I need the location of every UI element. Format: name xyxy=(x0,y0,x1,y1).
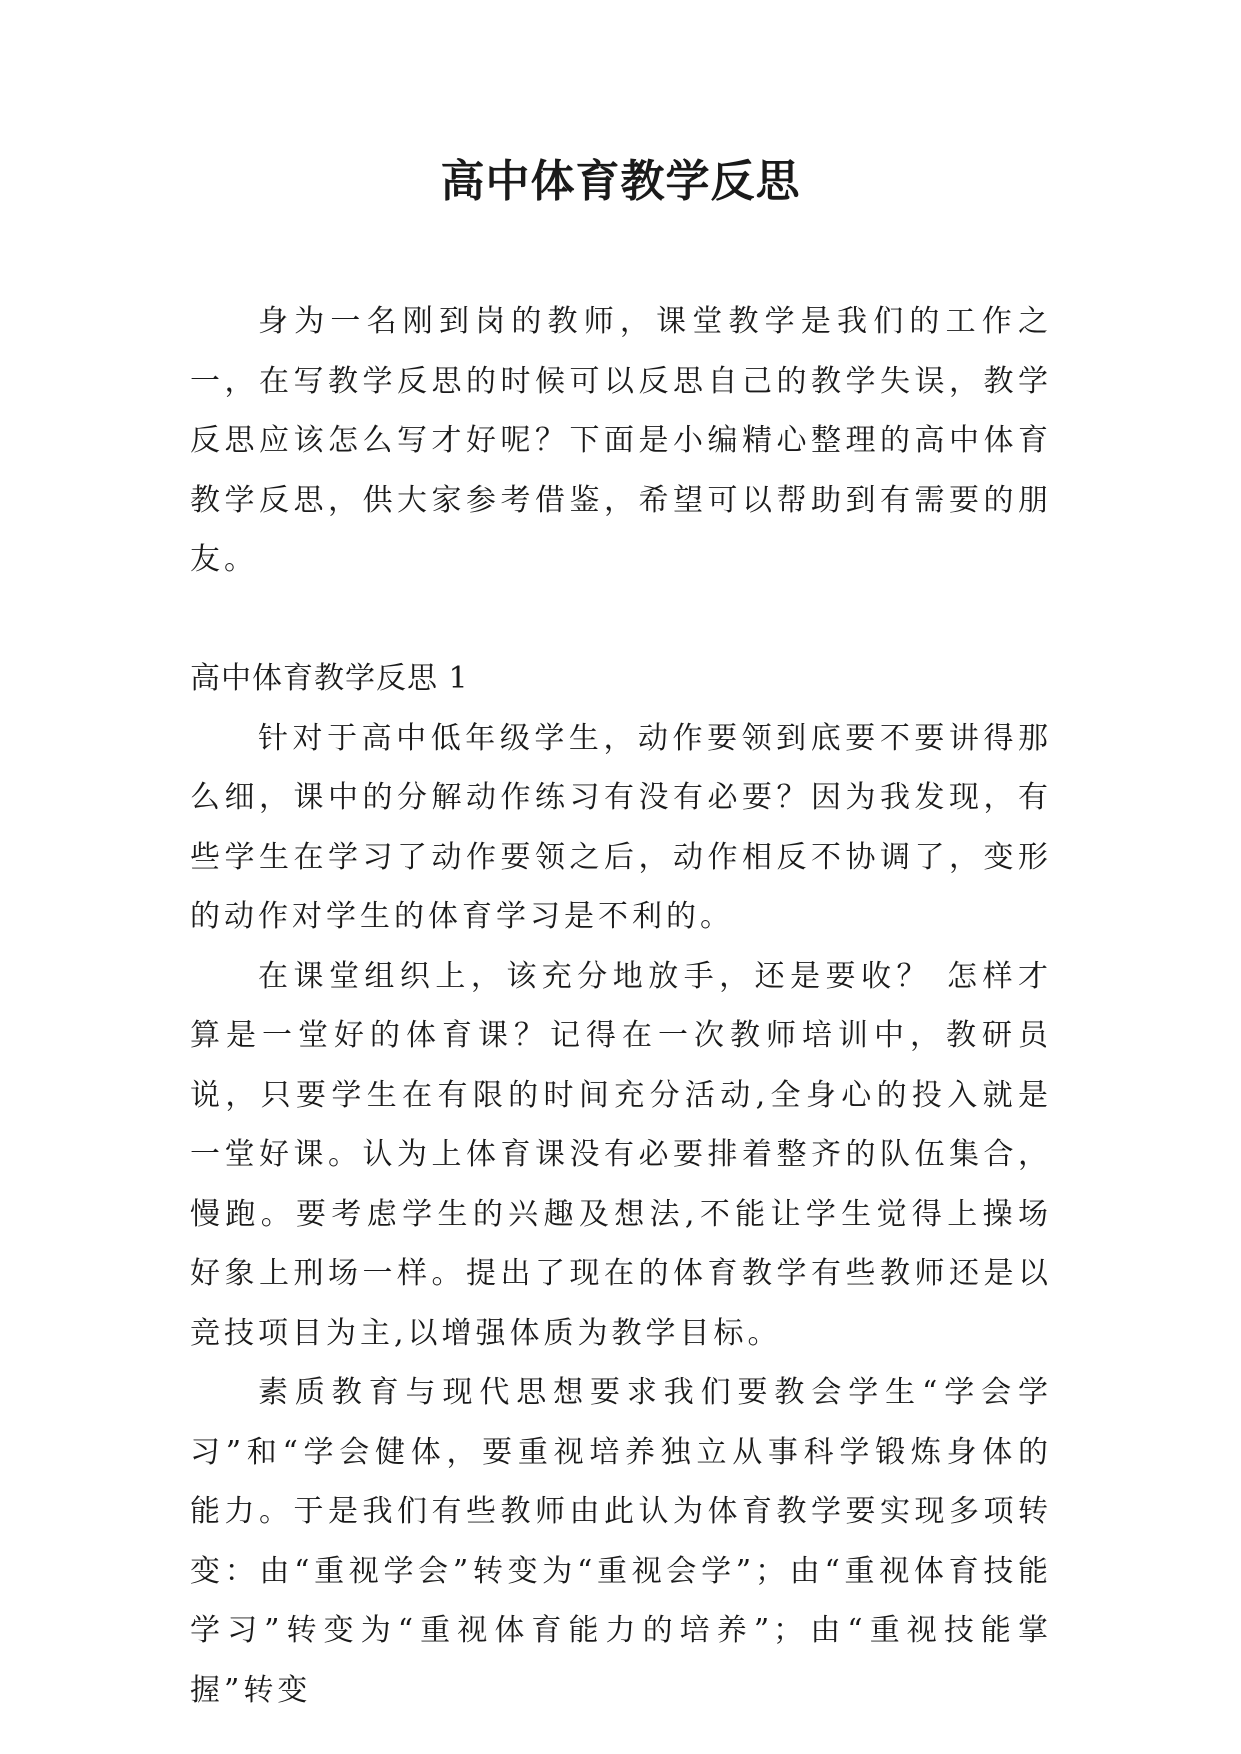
section-spacer xyxy=(190,590,1052,650)
body-paragraph-3: 素质教育与现代思想要求我们要教会学生“学会学习”和“学会健体，要重视培养独立从事科学锻炼身体的 能力。于是我们有些教师由此认为体育教学要实现多项转变：由“重视学会”转变为“重视会学”；由“重视体育技能学习”转变为“重视体育能力的培养”；由“重视技能掌握”转变 xyxy=(190,1375,1052,1708)
section-heading: 高中体育教学反思 1 xyxy=(190,661,469,696)
document-body xyxy=(190,292,1052,1720)
intro-paragraph: 身为一名刚到岗的教师，课堂教学是我们的工作之一，在写教学反思的时候可以反思自己的教学失误，教学反思应该怎么写才好呢？下面是小编精心整理的高中体育教学反思，供大家参考借鉴，希望可以帮助到有需要的朋友。 xyxy=(190,304,1052,577)
body-paragraph-1: 针对于高中低年级学生，动作要领到底要不要讲得那么细，课中的分解动作练习有没有必要？因为我发现，有些学生在学习了动作要领之后，动作相反不协调了，变形的动作对学生的体育学习是不利的。 xyxy=(190,720,1052,934)
document-title: 高中体育教学反思 xyxy=(440,156,801,207)
body-paragraph-2: 在课堂组织上，该充分地放手，还是要收？ 怎样才算是一堂好的体育课？记得在一次教师培训中，教研员说，只要学生在有限的时间充分活动,全身心的投入就是一堂好课。认为上体育课没有必要排着整齐的队伍集合，慢跑。要考虑学生的兴趣及想法,不能让学生觉得上操场好象上刑场一样。提出了现在的体育教学有些教师还是以竞技项目为主,以增强体质为教学目标。 xyxy=(190,958,1052,1351)
